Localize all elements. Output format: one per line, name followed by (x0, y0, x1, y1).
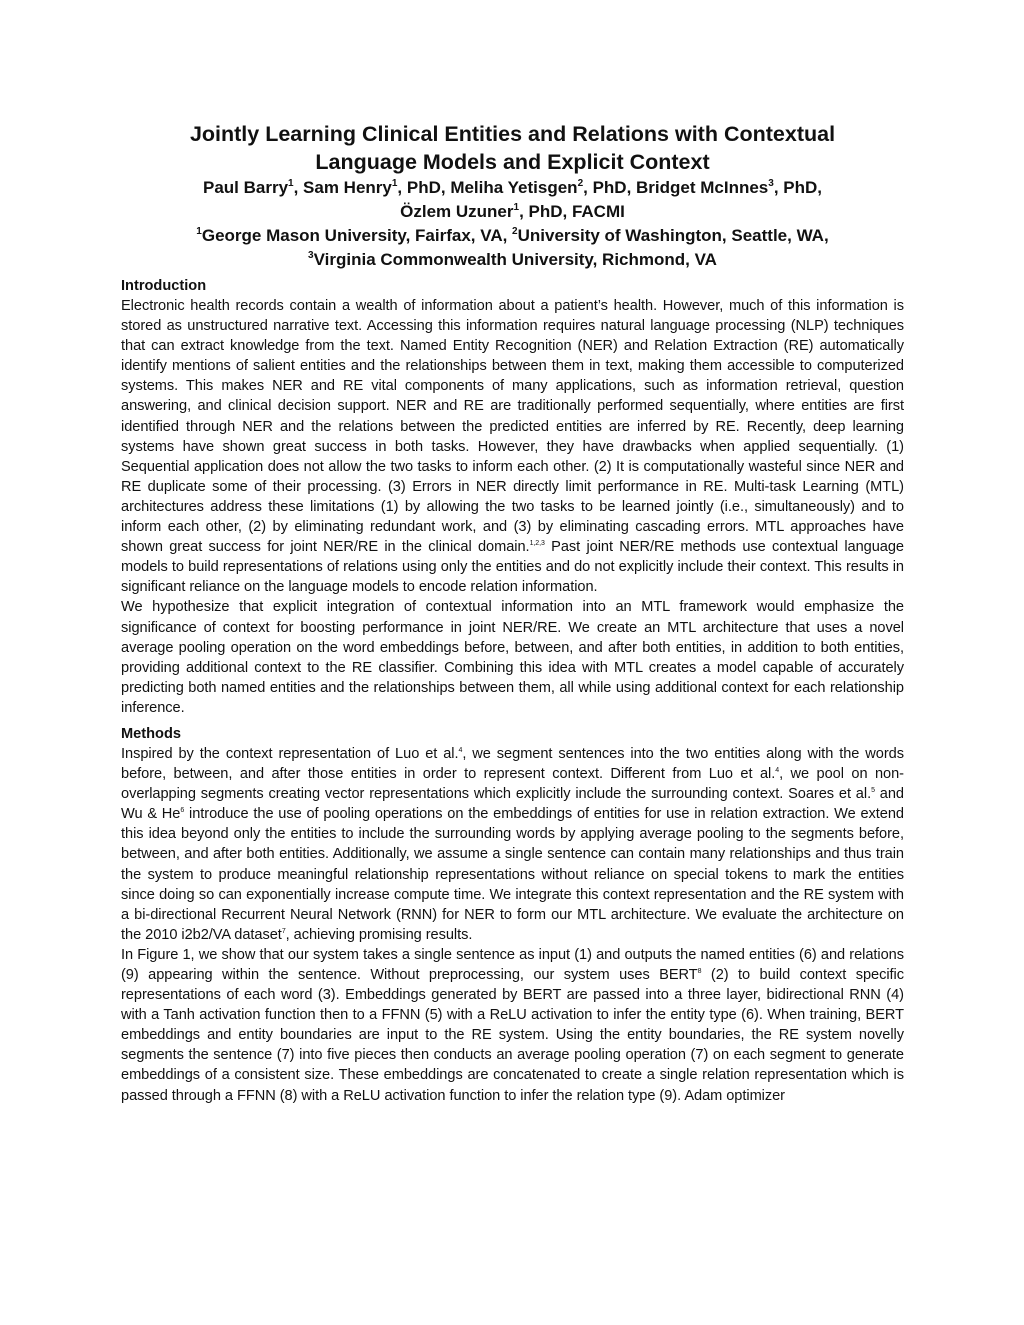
affiliation-mark: 3 (308, 250, 314, 261)
author-degree: , PhD, (773, 178, 822, 197)
citation-mark: 4 (458, 746, 463, 754)
author-name: , PhD, Bridget McInnes (583, 178, 769, 197)
author-affiliation-mark: 1 (288, 178, 294, 189)
affiliation-mark: 2 (512, 226, 518, 237)
introduction-heading: Introduction (121, 278, 207, 294)
paper-page (121, 120, 904, 1106)
author-affiliation-mark: 1 (391, 178, 398, 189)
paragraph-text: (2) to build context specific representations of each word (3). Embeddings generated by BERT are passed into a three layer, bidirectional RNN (4) with a Tanh activation function then to a FFNN (5) with a ReLU activation to infer the entity type (6). When training, BERT embeddings and entity boundaries are input to the RE system. Using the entity boundaries, the RE system novelly segments the sentence (7) into five pieces then conducts an average pooling operation (7) on each segment to generate embeddings of a consistent size. These embeddings are concatenated to create a single relation representation which is passed through a FFNN (8) with a ReLU activation function to infer the relation type (9). Adam optimizer (121, 967, 904, 1104)
affiliation: University of Washington, Seattle, WA, (517, 226, 829, 245)
title-line-1: Jointly Learning Clinical Entities and Relations with Contextual (189, 122, 836, 146)
paragraph-text: , we segment sentences into the two entities along with the words before, between, and after those entities in order to represent context. Different from Luo et al. (121, 745, 904, 783)
paper-title (121, 120, 904, 176)
affiliation-mark: 1 (196, 226, 202, 237)
affiliation: Virginia Commonwealth University, Richmond, VA (313, 250, 717, 269)
methods-paragraph-1 (121, 744, 904, 945)
paragraph-text: , achieving promising results. (285, 926, 473, 943)
author-name: , Sam Henry (293, 178, 392, 197)
citation-mark: 1,2,3 (529, 540, 545, 548)
author-name: , PhD, Meliha Yetisgen (397, 178, 578, 197)
introduction-paragraph-1 (121, 296, 904, 597)
paragraph-text: and Wu & He (121, 786, 904, 823)
citation-mark: 7 (281, 927, 286, 935)
methods-heading: Methods (121, 725, 181, 742)
affiliation: George Mason University, Fairfax, VA, (201, 226, 513, 245)
paragraph-text: introduce the use of pooling operations on the embeddings of entities for use in relation extraction. We extend this idea beyond only the entities to include the surrounding words by applying average pooling to the segments before, between, and after both entities. Additionally, we assume a single sentence can contain many relationships and thus train the system to produce meaningful relationship representations without reliance on special tokens to mark the entities since doing so can exponentially increase compute time. We integrate this context representation and the RE system with a bi-directional Recurrent Neural Network (RNN) for NER to form our MTL architecture. We evaluate the architecture on the 2010 i2b2/VA dataset (121, 806, 904, 943)
citation-mark: 4 (775, 767, 780, 775)
introduction-paragraph-2: We hypothesize that explicit integration of contextual information into an MTL framework would emphasize the significance of context for boosting performance in joint NER/RE. We create an MTL architecture that uses a novel average pooling operation on the word embeddings before, between, and after both entities, in addition to both entities, providing additional context to the RE classifier. Combining this idea with MTL creates a model capable of accurately predicting both named entities and the relationships between them, all while using additional context for each relationship inference. (121, 599, 904, 716)
paragraph-text: , we pool on non-overlapping segments creating vector representations which explicitly include the surrounding context. Soares et al. (121, 766, 904, 803)
citation-mark: 8 (697, 968, 702, 975)
methods-paragraph-2 (121, 945, 904, 1106)
author-name: Paul Barry (202, 178, 289, 197)
citation-mark: 6 (180, 807, 185, 815)
affiliation-list (121, 224, 904, 272)
paragraph-text: Electronic health records contain a wealth of information about a patient’s health. However, much of this information is stored as unstructured narrative text. Accessing this information requires natural language processing (NLP) techniques that can extract knowledge from the text. Named Entity Recognition (NER) and Relation Extraction (RE) automatically identify mentions of salient entities and the relationships between them in text, making them accessible to computerized systems. This makes NER and RE vital components of many applications, such as information retrieval, question answering, and clinical decision support. NER and RE are traditionally performed sequentially, where entities are first identified through NER and the relations between the predicted entities are inferred by RE. Recently, deep learning systems have shown great success in both tasks. However, they have drawbacks when applied sequentially. (1) Sequential application does not allow the two tasks to inform each other. (2) It is computationally wasteful since NER and RE duplicate some of their processing. (3) Errors in NER directly limit performance in RE. Multi-task Learning (MTL) architectures address these limitations (1) by allowing the two tasks to be learned jointly (i.e., simultaneously) and to inform each other, (2) by eliminating redundant work, and (3) by eliminating cascading errors. MTL approaches have shown great success for joint NER/RE in the clinical domain. (121, 298, 904, 556)
author-name: Özlem Uzuner (400, 202, 514, 221)
author-affiliation-mark: 1 (513, 202, 520, 213)
paragraph-text: Inspired by the context representation of Luo et al. (121, 745, 459, 762)
paragraph-text: In Figure 1, we show that our system takes a single sentence as input (1) and outputs the named entities (6) and relations (9) appearing within the sentence. Without preprocessing, our system uses BERT (121, 946, 904, 983)
author-degree: , PhD, FACMI (519, 202, 625, 221)
author-affiliation-mark: 3 (768, 178, 774, 189)
author-list (121, 176, 904, 224)
citation-mark: 5 (871, 787, 875, 795)
author-affiliation-mark: 2 (577, 178, 584, 189)
paragraph-text: Past joint NER/RE methods use contextual language models to build representations of relations using only the entities and do not explicitly include their context. This results in significant reliance on the language models to encode relation information. (121, 539, 904, 596)
title-line-2: Language Models and Explicit Context (315, 150, 710, 174)
